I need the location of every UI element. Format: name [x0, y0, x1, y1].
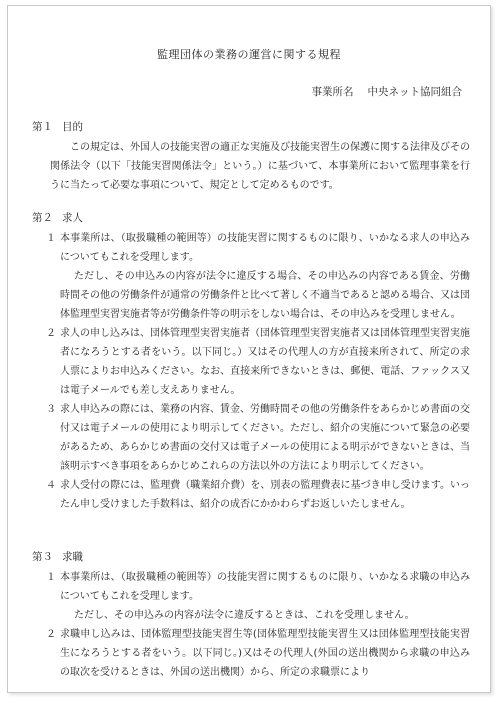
- clause-number: ４: [46, 480, 56, 491]
- clause-text: 本事業所は、（取扱職種の範囲等）の技能実習に関するものに限り、いかなる求職の申込みについてもこれを受理します。: [60, 572, 470, 602]
- section-number: 第２: [32, 212, 53, 224]
- clause-number: ２: [46, 328, 56, 339]
- document-title: 監理団体の業務の運営に関する規程: [157, 48, 341, 61]
- clause-item: [32, 476, 470, 514]
- section-job-seekers: [32, 548, 470, 682]
- clause-item: [32, 324, 470, 400]
- office-name: 中央ネット協同組合: [367, 86, 462, 98]
- section-heading: [32, 118, 470, 137]
- clause-text: 求職申し込みは、団体監理型技能実習生等(団体監理型技能実習生又は団体監理型技能実習生になろうとする者をいう。以下同じ。)又はその代理人(外国の送出機関から求職の申込みの取次を受けるときは、外国の送出機関）から、所定の求職票により: [60, 629, 470, 678]
- office-label: 事業所名: [311, 86, 354, 98]
- clause-item: [32, 568, 470, 625]
- clause-proviso: ただし、その申込みの内容が法令に違反するときは、これを受理しません。: [74, 610, 415, 621]
- section-title: 目的: [62, 121, 83, 133]
- clause-text: 求人の申し込みは、団体管理型実習実施者（団体管理型実習実施者又は団体管理型実習実施者になろうとする者をいう。以下同じ。）又はその代理人の方が直接来所されて、所定の求人票によりお申込みください。なお、直接来所できないときは、郵便、電話、ファックス又は電子メールでも差し支えありません。: [60, 328, 470, 396]
- section-job-offers: [32, 209, 470, 514]
- section-title: 求人: [62, 212, 83, 224]
- clause-item: [32, 625, 470, 682]
- section-body: この規定は、外国人の技能実習の適正な実施及び技能実習生の保護に関する法律及びその関係法令（以下「技能実習関係法令」という。）に基づいて、本事業所において監理事業を行うに当たって必要な事項について、規定として定めるものです。: [50, 142, 470, 191]
- clause-text: 求人申込みの際には、業務の内容、賃金、労働時間その他の労働条件をあらかじめ書面の交付又は電子メールの使用により明示してください。ただし、紹介の実施について緊急の必要があるため、あらかじめ書面の交付又は電子メールの使用による明示ができないときは、当該明示すべき事項をあらかじめこれらの方法以外の方法により明示してください。: [60, 404, 470, 472]
- clause-number: ２: [46, 629, 56, 640]
- section-heading: [32, 548, 470, 567]
- clause-text: 求人受付の際には、監理費（職業紹介費）を、別表の監理費表に基づき申し受けます。いったん申し受けました手数料は、紹介の成否にかかわらずお返しいたしません。: [60, 480, 470, 510]
- clause-text: 本事業所は、（取扱職種の範囲等）の技能実習に関するものに限り、いかなる求人の申込みについてもこれを受理します。: [60, 233, 470, 263]
- office-line: [312, 84, 463, 99]
- document-page: [7, 5, 491, 693]
- section-number: 第３: [32, 551, 53, 563]
- clause-proviso: ただし、その申込みの内容が法令に違反する場合、その申込みの内容である賃金、労働時間その他の労働条件が通常の労働条件と比べて著しく不適当であると認める場合、又は団体監理型実習実施者等が労働条件等の明示をしない場合は、その申込みを受理しません。: [60, 271, 470, 320]
- section-title: 求職: [62, 551, 83, 563]
- section-purpose: [32, 118, 470, 195]
- clause-item: [32, 229, 470, 324]
- clause-number: １: [46, 572, 56, 583]
- section-heading: [32, 209, 470, 228]
- clause-item: [32, 400, 470, 476]
- section-number: 第１: [32, 121, 53, 133]
- clause-number: １: [46, 233, 56, 244]
- clause-number: ３: [46, 404, 56, 415]
